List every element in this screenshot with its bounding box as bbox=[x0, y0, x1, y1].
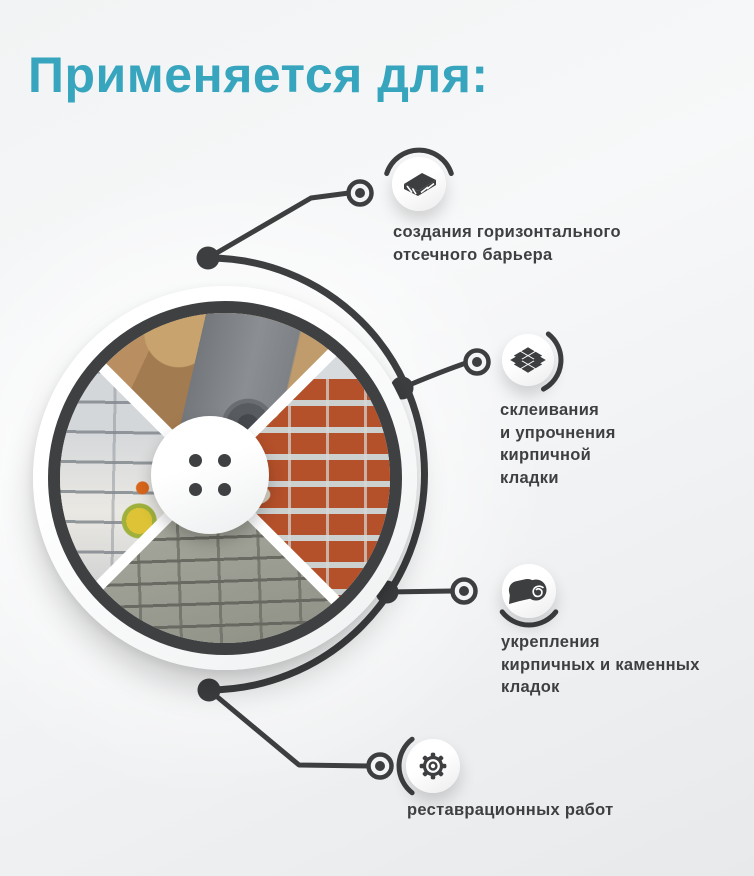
collage-circle bbox=[33, 286, 417, 670]
button-dot bbox=[189, 483, 202, 496]
page-title: Применяется для: bbox=[28, 47, 489, 103]
center-button-graphic bbox=[151, 416, 269, 534]
button-dot bbox=[218, 454, 231, 467]
item-1-label: создания горизонтального отсечного барьера bbox=[393, 223, 621, 264]
item-3-icon-circle bbox=[502, 564, 556, 618]
item-2-icon-circle bbox=[502, 334, 554, 386]
button-dot bbox=[218, 483, 231, 496]
item-4-label: реставрационных работ bbox=[407, 801, 614, 819]
gear-icon bbox=[406, 739, 460, 793]
connector-line-4 bbox=[209, 690, 369, 766]
item-4-icon-circle bbox=[406, 739, 460, 793]
item-1-icon-circle bbox=[392, 157, 446, 211]
material-roll-icon bbox=[502, 564, 556, 618]
button-dot bbox=[189, 454, 202, 467]
collage-photos bbox=[60, 313, 390, 643]
connector-line-1 bbox=[208, 193, 349, 258]
item-2-label: склеивания и упрочнения кирпичной кладки bbox=[500, 401, 616, 487]
diamond-tiles-icon bbox=[502, 334, 554, 386]
membrane-slab-icon bbox=[392, 157, 446, 211]
item-3-label: укрепления кирпичных и каменных кладок bbox=[501, 633, 700, 696]
